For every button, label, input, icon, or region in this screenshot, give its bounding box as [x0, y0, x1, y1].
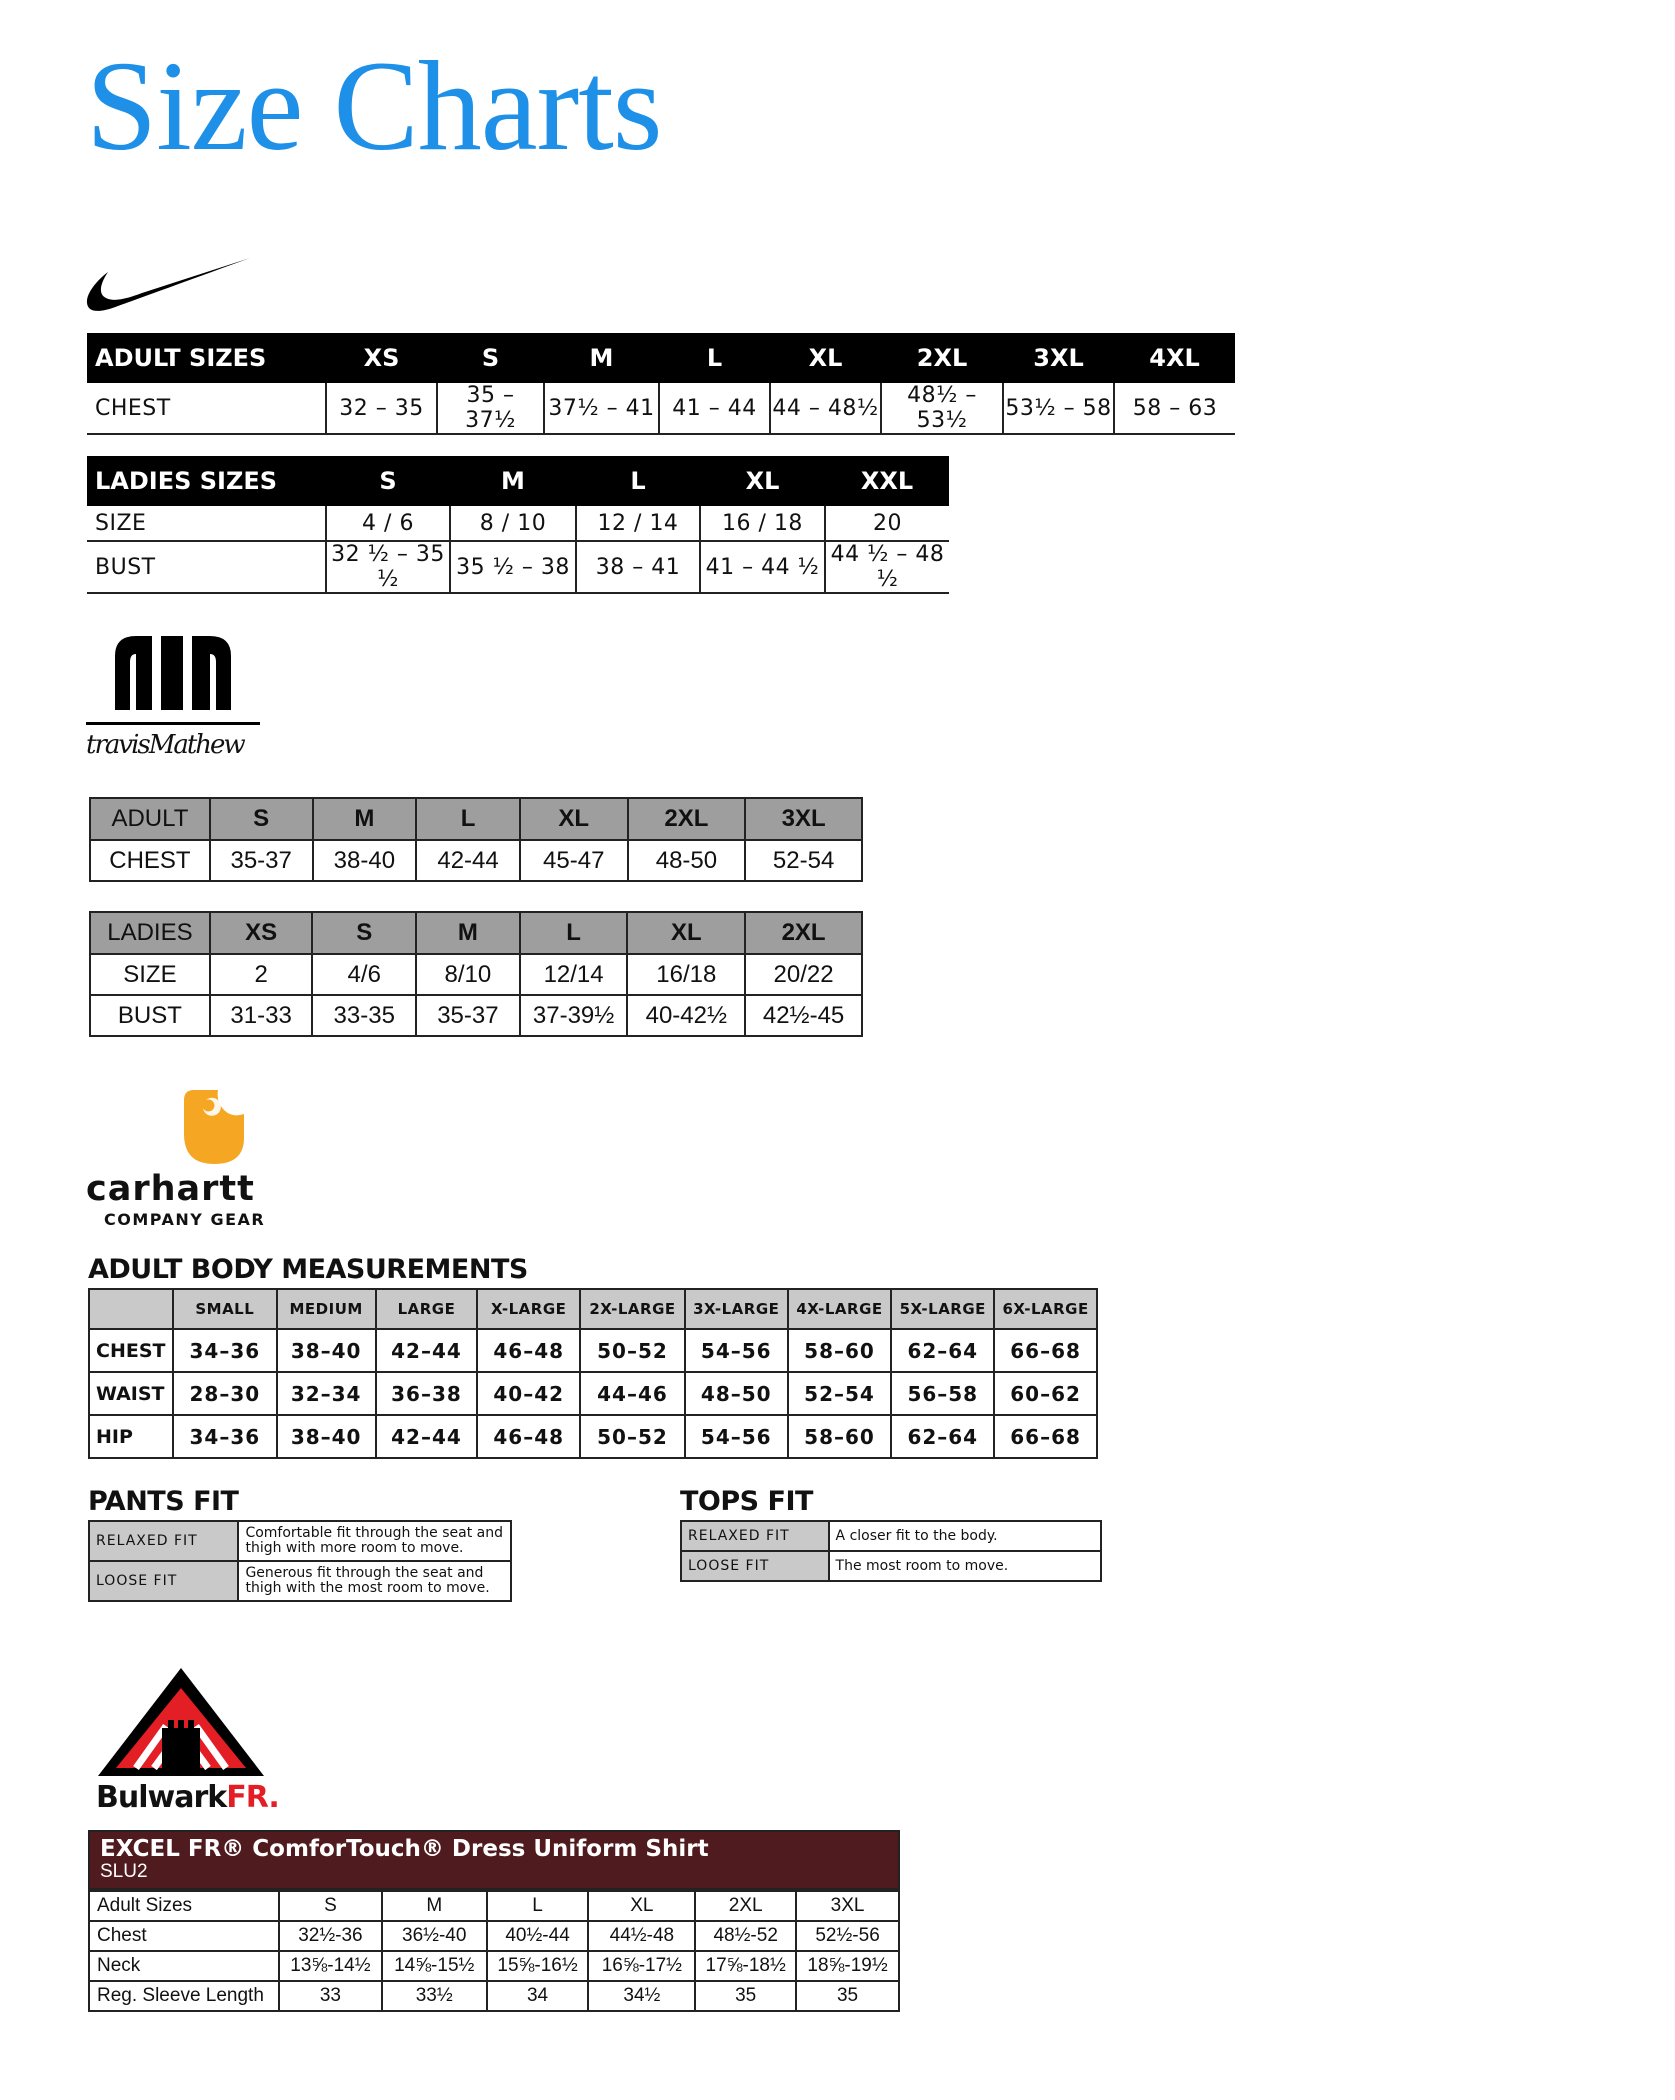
measurement-cell: 40-42½: [627, 995, 745, 1036]
measurement-cell: 37-39½: [520, 995, 628, 1036]
fit-description-cell: A closer fit to the body.: [829, 1521, 1101, 1551]
travismathew-ladies-size-table: [89, 911, 863, 1037]
measurement-cell: 15⅝-16½: [487, 1951, 589, 1981]
size-header-cell: 3X-LARGE: [685, 1289, 788, 1329]
measurement-cell: 13⅝-14½: [279, 1951, 382, 1981]
nike-ladies-size-table: [87, 456, 949, 594]
measurement-cell: 62–64: [891, 1329, 994, 1372]
size-header-cell: M: [544, 333, 659, 383]
measurement-cell: 54–56: [685, 1329, 788, 1372]
measurement-cell: 34½: [588, 1981, 695, 2011]
measurement-cell: 37½ – 41: [544, 383, 659, 434]
table-header-row: [87, 333, 1235, 383]
measurement-cell: 33½: [382, 1981, 487, 2011]
size-header-cell: XS: [326, 333, 437, 383]
measurement-cell: 66–68: [994, 1329, 1097, 1372]
size-header-cell: XS: [210, 912, 313, 954]
measurement-cell: 48–50: [685, 1372, 788, 1415]
measurement-cell: 41 – 44: [659, 383, 770, 434]
table-row: [89, 1329, 1097, 1372]
size-header-cell: S: [437, 333, 544, 383]
fit-description-cell: Comfortable fit through the seat and thigh with more room to move.: [238, 1521, 511, 1561]
measurement-cell: 35 – 37½: [437, 383, 544, 434]
measurement-cell: 38–40: [277, 1415, 376, 1458]
measurement-cell: 8/10: [416, 954, 520, 995]
size-header-cell: S: [279, 1891, 382, 1921]
measurement-cell: 33-35: [312, 995, 416, 1036]
measurement-cell: 16 / 18: [700, 506, 825, 541]
table-row: [89, 1372, 1097, 1415]
size-header-cell: S: [210, 798, 313, 840]
measurement-cell: 44 – 48½: [770, 383, 881, 434]
measurement-cell: 56–58: [891, 1372, 994, 1415]
row-label-cell: SIZE: [90, 954, 210, 995]
measurement-cell: 28–30: [173, 1372, 277, 1415]
measurement-cell: 48½-52: [695, 1921, 796, 1951]
size-header-cell: MEDIUM: [277, 1289, 376, 1329]
measurement-cell: 52-54: [745, 840, 862, 881]
measurement-cell: 34–36: [173, 1415, 277, 1458]
carhartt-logo: [86, 1090, 286, 1230]
measurement-cell: 32½-36: [279, 1921, 382, 1951]
measurement-cell: 20/22: [745, 954, 862, 995]
row-header-cell: ADULT: [90, 798, 210, 840]
measurement-cell: 60–62: [994, 1372, 1097, 1415]
fit-name-cell: RELAXED FIT: [681, 1521, 829, 1551]
carhartt-heading: ADULT BODY MEASUREMENTS: [88, 1254, 528, 1285]
row-label-cell: HIP: [89, 1415, 173, 1458]
size-header-cell: M: [416, 912, 520, 954]
measurement-cell: 58–60: [788, 1329, 892, 1372]
measurement-cell: 44–46: [580, 1372, 685, 1415]
table-row: [681, 1521, 1101, 1551]
measurement-cell: 50–52: [580, 1329, 685, 1372]
size-header-cell: 2XL: [881, 333, 1003, 383]
size-header-cell: S: [312, 912, 416, 954]
measurement-cell: 40½-44: [487, 1921, 589, 1951]
measurement-cell: 45-47: [520, 840, 628, 881]
measurement-cell: 46–48: [477, 1415, 580, 1458]
row-header-cell: Adult Sizes: [89, 1891, 279, 1921]
table-row: [90, 840, 862, 881]
measurement-cell: 42½-45: [745, 995, 862, 1036]
measurement-cell: 58–60: [788, 1415, 892, 1458]
size-header-cell: 4XL: [1114, 333, 1235, 383]
measurement-cell: 44½-48: [588, 1921, 695, 1951]
table-row: [87, 383, 1235, 434]
bulwark-logo: [96, 1666, 296, 1816]
size-header-cell: 3XL: [1003, 333, 1114, 383]
measurement-cell: 66–68: [994, 1415, 1097, 1458]
measurement-cell: 54–56: [685, 1415, 788, 1458]
measurement-cell: 38 – 41: [576, 541, 700, 593]
measurement-cell: 34: [487, 1981, 589, 2011]
measurement-cell: 35-37: [210, 840, 313, 881]
measurement-cell: 12 / 14: [576, 506, 700, 541]
measurement-cell: 33: [279, 1981, 382, 2011]
measurement-cell: 52–54: [788, 1372, 892, 1415]
tops-fit-heading: TOPS FIT: [680, 1486, 813, 1517]
row-label-cell: Chest: [89, 1921, 279, 1951]
measurement-cell: 12/14: [520, 954, 628, 995]
measurement-cell: 42–44: [376, 1329, 478, 1372]
tops-fit-table: [680, 1520, 1102, 1582]
measurement-cell: 16⅝-17½: [588, 1951, 695, 1981]
size-header-cell: XL: [520, 798, 628, 840]
measurement-cell: 62–64: [891, 1415, 994, 1458]
measurement-cell: 36½-40: [382, 1921, 487, 1951]
measurement-cell: 46–48: [477, 1329, 580, 1372]
measurement-cell: 32 – 35: [326, 383, 437, 434]
size-header-cell: 4X-LARGE: [788, 1289, 892, 1329]
size-header-cell: L: [416, 798, 520, 840]
table-header-row: [89, 1891, 899, 1921]
row-header-cell: [89, 1289, 173, 1329]
bulwark-product-header: [88, 1830, 900, 1890]
measurement-cell: 16/18: [627, 954, 745, 995]
table-header-row: [90, 912, 862, 954]
bulwark-size-table: [88, 1890, 900, 2012]
measurement-cell: 32 ½ – 35 ½: [326, 541, 450, 593]
bulwark-product-code: SLU2: [100, 1861, 148, 1882]
measurement-cell: 31-33: [210, 995, 313, 1036]
measurement-cell: 40–42: [477, 1372, 580, 1415]
measurement-cell: 44 ½ – 48 ½: [825, 541, 949, 593]
measurement-cell: 53½ – 58: [1003, 383, 1114, 434]
measurement-cell: 38–40: [277, 1329, 376, 1372]
measurement-cell: 4/6: [312, 954, 416, 995]
travismathew-tm-mark: [86, 630, 260, 730]
travismathew-adult-size-table: [89, 797, 863, 882]
measurement-cell: 35: [695, 1981, 796, 2011]
table-row: [90, 954, 862, 995]
fit-description-cell: The most room to move.: [829, 1551, 1101, 1581]
size-header-cell: SMALL: [173, 1289, 277, 1329]
table-row: [89, 1521, 511, 1561]
size-header-cell: 5X-LARGE: [891, 1289, 994, 1329]
measurement-cell: 4 / 6: [326, 506, 450, 541]
measurement-cell: 14⅝-15½: [382, 1951, 487, 1981]
bulwark-product-title: EXCEL FR® ComforTouch® Dress Uniform Shirt: [100, 1836, 709, 1862]
size-header-cell: M: [382, 1891, 487, 1921]
measurement-cell: 52½-56: [796, 1921, 899, 1951]
measurement-cell: 18⅝-19½: [796, 1951, 899, 1981]
row-header-cell: LADIES SIZES: [87, 456, 326, 506]
size-header-cell: M: [313, 798, 417, 840]
travismathew-logo: [86, 630, 260, 770]
size-header-cell: LARGE: [376, 1289, 478, 1329]
measurement-cell: 34–36: [173, 1329, 277, 1372]
table-row: [90, 995, 862, 1036]
bulwark-wordmark: BulwarkFR.: [96, 1780, 279, 1815]
measurement-cell: 20: [825, 506, 949, 541]
size-header-cell: M: [450, 456, 576, 506]
measurement-cell: 36–38: [376, 1372, 478, 1415]
row-label-cell: Reg. Sleeve Length: [89, 1981, 279, 2011]
size-header-cell: L: [520, 912, 628, 954]
carhartt-company-gear: COMPANY GEAR: [104, 1210, 266, 1229]
row-label-cell: CHEST: [90, 840, 210, 881]
page-title: Size Charts: [86, 35, 662, 177]
pants-fit-table: [88, 1520, 512, 1602]
table-header-row: [90, 798, 862, 840]
measurement-cell: 58 – 63: [1114, 383, 1235, 434]
table-header-row: [89, 1289, 1097, 1329]
measurement-cell: 2: [210, 954, 313, 995]
row-header-cell: ADULT SIZES: [87, 333, 326, 383]
table-row: [89, 1561, 511, 1601]
row-label-cell: CHEST: [89, 1329, 173, 1372]
table-row: [89, 1921, 899, 1951]
table-row: [89, 1415, 1097, 1458]
row-label-cell: BUST: [90, 995, 210, 1036]
bulwark-word: Bulwark: [96, 1780, 227, 1815]
size-header-cell: XL: [588, 1891, 695, 1921]
carhartt-wordmark: carhartt: [86, 1169, 255, 1209]
measurement-cell: 42-44: [416, 840, 520, 881]
size-header-cell: 2XL: [628, 798, 746, 840]
size-header-cell: L: [659, 333, 770, 383]
row-label-cell: SIZE: [87, 506, 326, 541]
size-header-cell: XL: [770, 333, 881, 383]
measurement-cell: 35-37: [416, 995, 520, 1036]
size-header-cell: 3XL: [796, 1891, 899, 1921]
row-label-cell: CHEST: [87, 383, 326, 434]
fit-name-cell: RELAXED FIT: [89, 1521, 238, 1561]
table-row: [681, 1551, 1101, 1581]
pants-fit-heading: PANTS FIT: [88, 1486, 239, 1517]
measurement-cell: 32–34: [277, 1372, 376, 1415]
measurement-cell: 35: [796, 1981, 899, 2011]
size-header-cell: L: [487, 1891, 589, 1921]
table-row: [89, 1951, 899, 1981]
row-label-cell: Neck: [89, 1951, 279, 1981]
bulwark-triangle-mark: [96, 1666, 266, 1778]
fit-name-cell: LOOSE FIT: [681, 1551, 829, 1581]
fit-description-cell: Generous fit through the seat and thigh with the most room to move.: [238, 1561, 511, 1601]
table-row: [87, 541, 949, 593]
measurement-cell: 17⅝-18½: [695, 1951, 796, 1981]
size-header-cell: XL: [627, 912, 745, 954]
size-header-cell: XL: [700, 456, 825, 506]
carhartt-c-mark: [86, 1090, 286, 1174]
measurement-cell: 41 – 44 ½: [700, 541, 825, 593]
size-header-cell: XXL: [825, 456, 949, 506]
measurement-cell: 48½ – 53½: [881, 383, 1003, 434]
measurement-cell: 8 / 10: [450, 506, 576, 541]
measurement-cell: 50–52: [580, 1415, 685, 1458]
size-header-cell: 2XL: [695, 1891, 796, 1921]
size-header-cell: S: [326, 456, 450, 506]
row-header-cell: LADIES: [90, 912, 210, 954]
size-header-cell: X-LARGE: [477, 1289, 580, 1329]
size-header-cell: 3XL: [745, 798, 862, 840]
bulwark-fr: FR: [226, 1780, 269, 1815]
nike-adult-size-table: [87, 333, 1235, 435]
size-header-cell: 6X-LARGE: [994, 1289, 1097, 1329]
measurement-cell: 35 ½ – 38: [450, 541, 576, 593]
measurement-cell: 48-50: [628, 840, 746, 881]
table-row: [89, 1981, 899, 2011]
table-header-row: [87, 456, 949, 506]
measurement-cell: 38-40: [313, 840, 417, 881]
measurement-cell: 42–44: [376, 1415, 478, 1458]
size-header-cell: 2XL: [745, 912, 862, 954]
row-label-cell: WAIST: [89, 1372, 173, 1415]
fit-name-cell: LOOSE FIT: [89, 1561, 238, 1601]
carhartt-body-measurements-table: [88, 1288, 1098, 1459]
nike-swoosh-logo: [86, 256, 250, 318]
size-header-cell: 2X-LARGE: [580, 1289, 685, 1329]
travismathew-signature: travisMathew: [86, 730, 244, 760]
row-label-cell: BUST: [87, 541, 326, 593]
size-header-cell: L: [576, 456, 700, 506]
table-row: [87, 506, 949, 541]
